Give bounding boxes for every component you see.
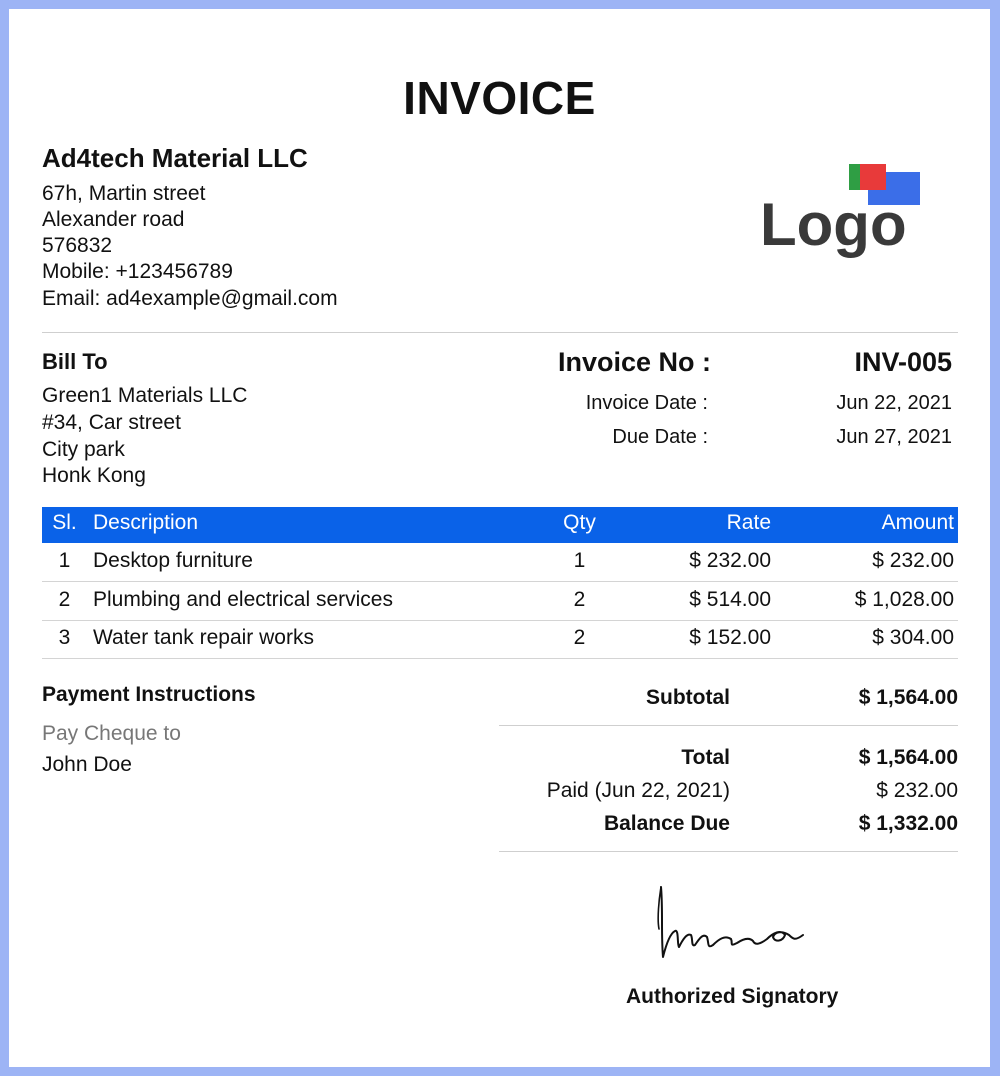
row-sl: 1 <box>58 549 71 572</box>
row-amount: $ 1,028.00 <box>854 588 954 611</box>
company-name: Ad4tech Material LLC <box>42 143 308 173</box>
summary-divider <box>499 725 958 726</box>
row-description: Water tank repair works <box>93 626 314 649</box>
invoice-date: Jun 22, 2021 <box>836 392 952 414</box>
table-row <box>42 620 958 659</box>
row-amount: $ 304.00 <box>872 626 954 649</box>
row-sl: 2 <box>58 588 71 611</box>
company-address-line: Alexander road <box>42 208 185 231</box>
invoice-page <box>9 9 990 1067</box>
header-sl: Sl. <box>52 511 77 534</box>
bill-to-line: City park <box>42 438 125 461</box>
logo-red-square <box>860 164 886 190</box>
row-description: Desktop furniture <box>93 549 253 572</box>
total-label: Total <box>681 746 730 769</box>
paid-label: Paid (Jun 22, 2021) <box>546 779 730 802</box>
logo-text: Logo <box>760 191 907 258</box>
signature <box>649 879 839 969</box>
header-divider <box>42 332 958 333</box>
header-description: Description <box>93 511 199 534</box>
subtotal-value: $ 1,564.00 <box>858 686 958 709</box>
authorized-signatory-label: Authorized Signatory <box>626 985 839 1008</box>
payment-instructions-heading: Payment Instructions <box>42 683 256 706</box>
company-mobile: Mobile: +123456789 <box>42 260 233 283</box>
subtotal-label: Subtotal <box>646 686 730 709</box>
invoice-number: INV-005 <box>854 347 952 377</box>
invoice-number-label: Invoice No : <box>558 347 712 377</box>
paid-value: $ 232.00 <box>876 779 958 802</box>
invoice-date-label: Invoice Date : <box>585 392 708 414</box>
row-rate: $ 514.00 <box>689 588 771 611</box>
row-amount: $ 232.00 <box>872 549 954 572</box>
balance-due-value: $ 1,332.00 <box>858 812 958 835</box>
table-row <box>42 582 958 621</box>
total-value: $ 1,564.00 <box>858 746 958 769</box>
due-date-label: Due Date : <box>612 426 708 448</box>
company-email: Email: ad4example@gmail.com <box>42 287 338 310</box>
due-date: Jun 27, 2021 <box>836 426 952 448</box>
row-rate: $ 232.00 <box>689 549 771 572</box>
invoice-title: INVOICE <box>403 72 596 124</box>
bill-to-line: Green1 Materials LLC <box>42 384 248 407</box>
bill-to-line: #34, Car street <box>42 411 181 434</box>
row-sl: 3 <box>58 626 71 649</box>
header-amount: Amount <box>881 511 954 534</box>
row-qty: 1 <box>573 549 586 572</box>
row-qty: 2 <box>573 588 586 611</box>
header-qty: Qty <box>563 511 596 534</box>
company-address-line: 576832 <box>42 234 113 257</box>
company-logo <box>754 159 929 259</box>
summary-bottom-divider <box>499 851 958 852</box>
bill-to-line: Honk Kong <box>42 464 146 487</box>
balance-due-label: Balance Due <box>603 812 730 835</box>
header-rate: Rate <box>726 511 771 534</box>
row-rate: $ 152.00 <box>689 626 771 649</box>
bill-to-heading: Bill To <box>42 349 108 374</box>
pay-cheque-to-label: Pay Cheque to <box>42 722 181 745</box>
row-description: Plumbing and electrical services <box>93 588 393 611</box>
company-address-line: 67h, Martin street <box>42 182 206 205</box>
row-qty: 2 <box>573 626 586 649</box>
pay-cheque-to-name: John Doe <box>42 753 132 776</box>
table-row <box>42 543 958 582</box>
items-table-header <box>42 507 958 543</box>
